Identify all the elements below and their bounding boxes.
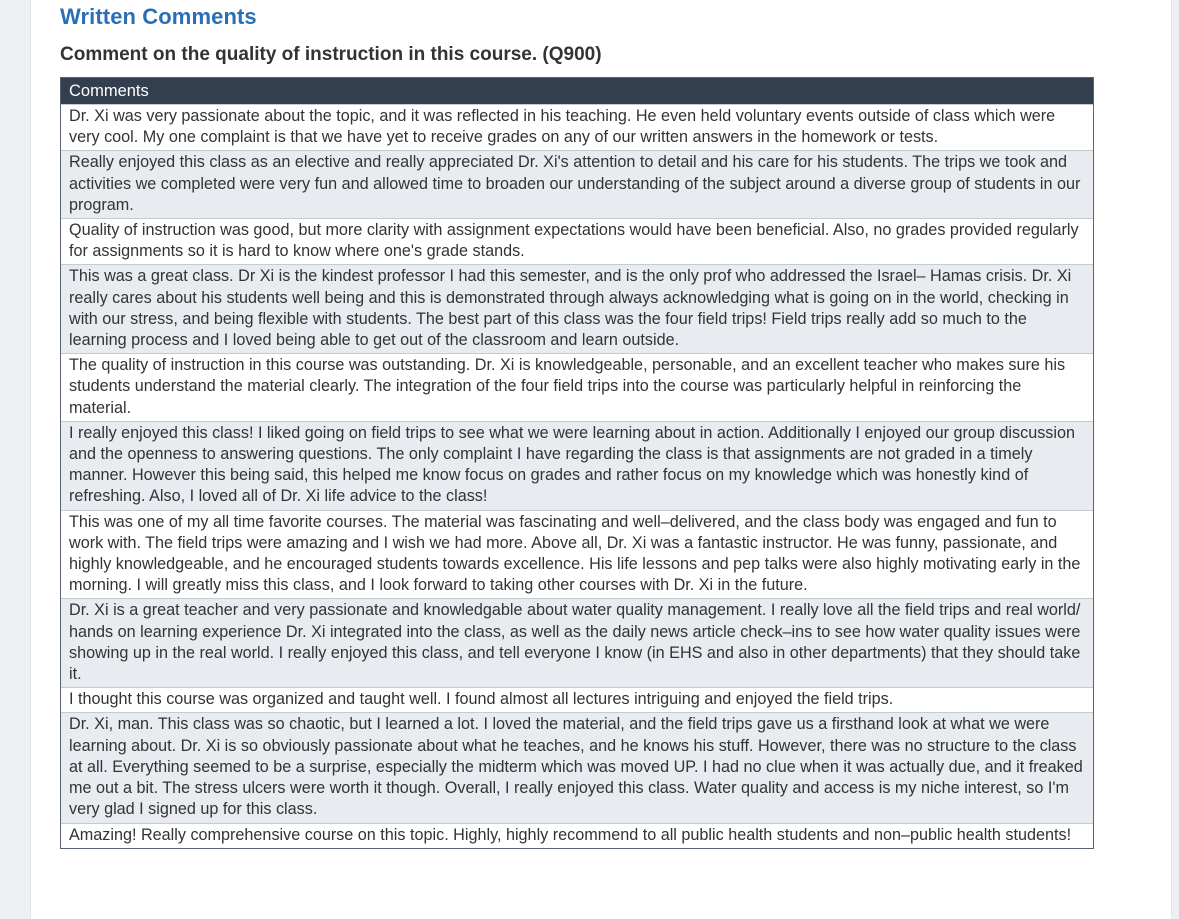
- comment-row: Amazing! Really comprehensive course on this topic. Highly, highly recommend to all public health students and non–public health students!: [61, 823, 1093, 848]
- comment-row: Dr. Xi, man. This class was so chaotic, but I learned a lot. I loved the material, and the field trips gave us a firsthand look at what we were learning about. Dr. Xi is so obviously passionate about what he teaches, and he knows his stuff. However, there was no structure to the class at all. Everything seemed to be a surprise, especially the midterm which was moved UP. I had no clue when it was actually due, and it freaked me out a bit. The stress ulcers were worth it though. Overall, I really enjoyed this class. Water quality and access is my niche interest, so I'm very glad I signed up for this class.: [61, 712, 1093, 822]
- comment-row: The quality of instruction in this course was outstanding. Dr. Xi is knowledgeable, personable, and an excellent teacher who makes sure his students understand the material clearly. The integration of the four field trips into the course was particularly helpful in reinforcing the material.: [61, 353, 1093, 421]
- comment-row: This was one of my all time favorite courses. The material was fascinating and well–delivered, and the class body was engaged and fun to work with. The field trips were amazing and I wish we had more. Above all, Dr. Xi was a fantastic instructor. He was funny, passionate, and highly knowledgeable, and he encouraged students towards excellence. His life lessons and pep talks were also highly motivating early in the morning. I will greatly miss this class, and I look forward to taking other courses with Dr. Xi in the future.: [61, 510, 1093, 599]
- comment-row: Quality of instruction was good, but more clarity with assignment expectations would have been beneficial. Also, no grades provided regularly for assignments so it is hard to know where one's grade stands.: [61, 218, 1093, 264]
- section-title: Written Comments: [60, 4, 257, 29]
- comment-row: Really enjoyed this class as an elective and really appreciated Dr. Xi's attention to detail and his care for his students. The trips we took and activities we completed were very fun and allowed time to broaden our understanding of the subject around a diverse group of students in our program.: [61, 150, 1093, 218]
- comments-table: [60, 77, 1094, 849]
- question-title: Comment on the quality of instruction in this course. (Q900): [60, 44, 602, 65]
- comment-row: I really enjoyed this class! I liked going on field trips to see what we were learning about in action. Additionally I enjoyed our group discussion and the openness to answering questions. The only complaint I have regarding the class is that assignments are not graded in a timely manner. However this being said, this helped me know focus on grades and rather focus on my knowledge which was honestly kind of refreshing. Also, I loved all of Dr. Xi life advice to the class!: [61, 421, 1093, 510]
- comment-row: This was a great class. Dr Xi is the kindest professor I had this semester, and is the only prof who addressed the Israel– Hamas crisis. Dr. Xi really cares about his students well being and this is demonstrated through always acknowledging what is going on in the world, checking in with our stress, and being flexible with students. The best part of this class was the four field trips! Field trips really add so much to the learning process and I loved being able to get out of the classroom and learn outside.: [61, 264, 1093, 353]
- comment-row: Dr. Xi is a great teacher and very passionate and knowledgable about water quality management. I really love all the field trips and real world/ hands on learning experience Dr. Xi integrated into the class, as well as the daily news article check–ins to see how water quality issues were showing up in the real world. I really enjoyed this class, and tell everyone I know (in EHS and also in other departments) that they should take it.: [61, 598, 1093, 687]
- table-header: Comments: [61, 78, 1093, 104]
- comment-row: Dr. Xi was very passionate about the topic, and it was reflected in his teaching. He even held voluntary events outside of class which were very cool. My one complaint is that we have yet to receive grades on any of our written answers in the homework or tests.: [61, 104, 1093, 150]
- comment-row: I thought this course was organized and taught well. I found almost all lectures intriguing and enjoyed the field trips.: [61, 687, 1093, 712]
